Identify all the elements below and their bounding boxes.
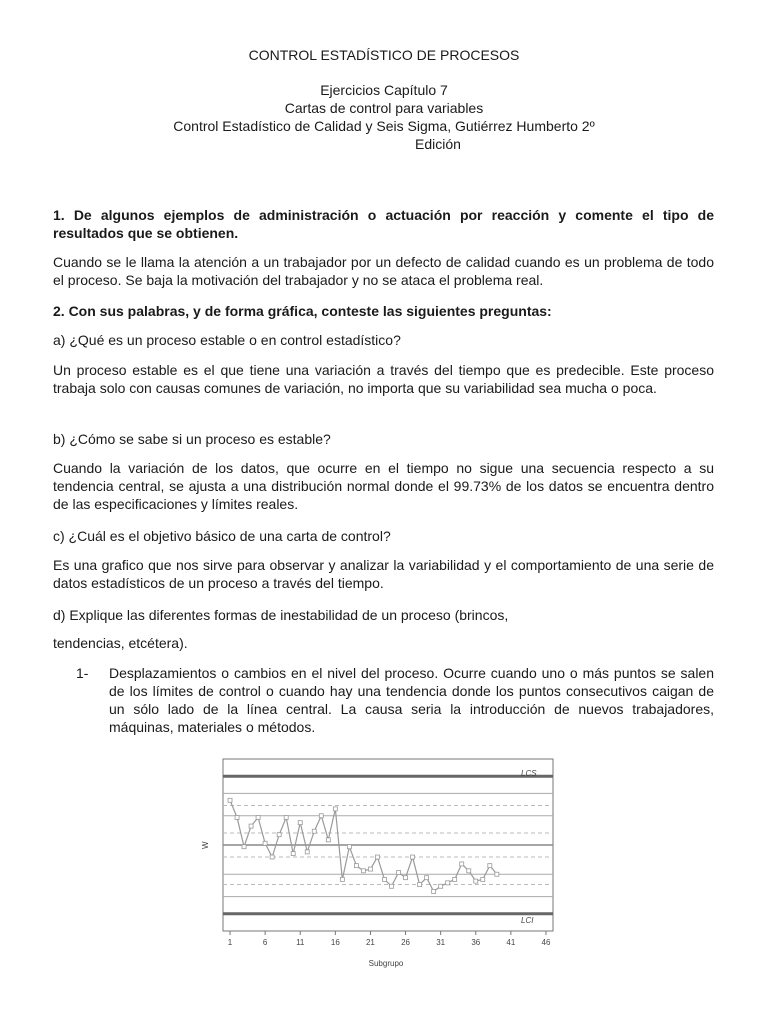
question-2d-cont: tendencias, etcétera).	[53, 635, 188, 651]
data-point	[488, 864, 492, 868]
document-title: CONTROL ESTADÍSTICO DE PROCESOS	[248, 47, 520, 63]
ucl-label: LCS	[521, 769, 537, 778]
data-point	[242, 845, 246, 849]
header-chapter: Ejercicios Capítulo 7	[320, 82, 448, 98]
y-axis-label: W	[201, 841, 210, 849]
question-2b: b) ¿Cómo se sabe si un proceso es estable?	[53, 431, 331, 447]
data-point	[460, 862, 464, 866]
x-tick-label: 1	[227, 938, 233, 947]
x-tick-label: 41	[506, 938, 516, 947]
data-point	[284, 815, 288, 819]
x-tick-label: 31	[436, 938, 446, 947]
data-point	[277, 833, 281, 837]
data-point	[382, 877, 386, 881]
list-item-text: Desplazamientos o cambios en el nivel del proceso. Ocurre cuando uno o más puntos se salen de los límites de control o cuando hay una tendencia donde los puntos consecutivos caigan de un sólo lado de la línea central. La causa seria la introducción de nuevos trabajadores, máquinas, materiales o métodos.	[109, 665, 714, 735]
data-point	[375, 855, 379, 859]
x-tick-label: 26	[401, 938, 411, 947]
data-point	[368, 867, 372, 871]
x-tick-label: 11	[296, 938, 305, 947]
header-book: Control Estadístico de Calidad y Seis Sigma, Gutiérrez Humberto 2º	[173, 118, 595, 134]
data-point	[305, 850, 309, 854]
data-point	[326, 838, 330, 842]
question-1: 1. De algunos ejemplos de administración o actuación por reacción y comente el tipo de resultados que se obtienen.	[53, 207, 714, 241]
lcl-label: LCI	[521, 916, 534, 925]
data-point	[439, 884, 443, 888]
x-tick-label: 46	[541, 938, 551, 947]
data-point	[298, 821, 302, 825]
x-tick-label: 21	[365, 938, 375, 947]
data-point	[411, 855, 415, 859]
header-subject: Cartas de control para variables	[284, 100, 484, 116]
list-number: 1-	[76, 665, 89, 681]
data-point	[361, 869, 365, 873]
data-point	[453, 877, 457, 881]
data-point	[397, 871, 401, 875]
data-point	[354, 864, 358, 868]
data-point	[319, 814, 323, 818]
data-point	[418, 883, 422, 887]
data-point	[446, 881, 450, 885]
data-point	[404, 876, 408, 880]
data-point	[228, 798, 232, 802]
data-point	[390, 884, 394, 888]
data-point	[291, 852, 295, 856]
data-point	[467, 869, 471, 873]
question-2a: a) ¿Qué es un proceso estable o en control estadístico?	[53, 332, 401, 348]
x-tick-label: 16	[330, 938, 340, 947]
x-axis-label: Subgrupo	[368, 959, 404, 968]
answer-2c: Es una grafico que nos sirve para observar y analizar la variabilidad y el comportamiento de una serie de datos estadísticos de un proceso a través del tiempo.	[53, 557, 714, 591]
question-2d: d) Explique las diferentes formas de inestabilidad de un proceso (brincos,	[53, 607, 509, 623]
data-point	[249, 824, 253, 828]
data-point	[312, 829, 316, 833]
data-point	[340, 877, 344, 881]
control-chart	[196, 752, 564, 974]
x-tick-label: 6	[262, 938, 268, 947]
answer-2a: Un proceso estable es el que tiene una variación a través del tiempo que es predecible. Este proceso trabaja solo con causas comunes de variación, no importa que su variabilidad sea mucha o poca.	[53, 362, 714, 396]
data-point	[263, 841, 267, 845]
answer-1: Cuando se le llama la atención a un trabajador por un defecto de calidad cuando es un problema de todo el proceso. Se baja la motivación del trabajador y no se ataca el problema real.	[53, 254, 714, 288]
question-2: 2. Con sus palabras, y de forma gráfica, conteste las siguientes preguntas:	[53, 303, 552, 319]
data-point	[347, 845, 351, 849]
x-tick-label: 36	[471, 938, 481, 947]
data-point	[333, 807, 337, 811]
data-point	[425, 876, 429, 880]
header-edition: Edición	[415, 136, 461, 152]
data-point	[235, 815, 239, 819]
data-point	[270, 855, 274, 859]
question-2c: c) ¿Cuál es el objetivo básico de una carta de control?	[53, 528, 391, 544]
answer-2b: Cuando la variación de los datos, que ocurre en el tiempo no sigue una secuencia respecto a su tendencia central, se ajusta a una distribución normal donde el 99.73% de los datos se encuentra dentro de las especificaciones y límites reales.	[53, 460, 714, 512]
data-point	[495, 872, 499, 876]
data-point	[481, 877, 485, 881]
data-point	[256, 815, 260, 819]
data-point	[432, 889, 436, 893]
data-point	[474, 879, 478, 883]
